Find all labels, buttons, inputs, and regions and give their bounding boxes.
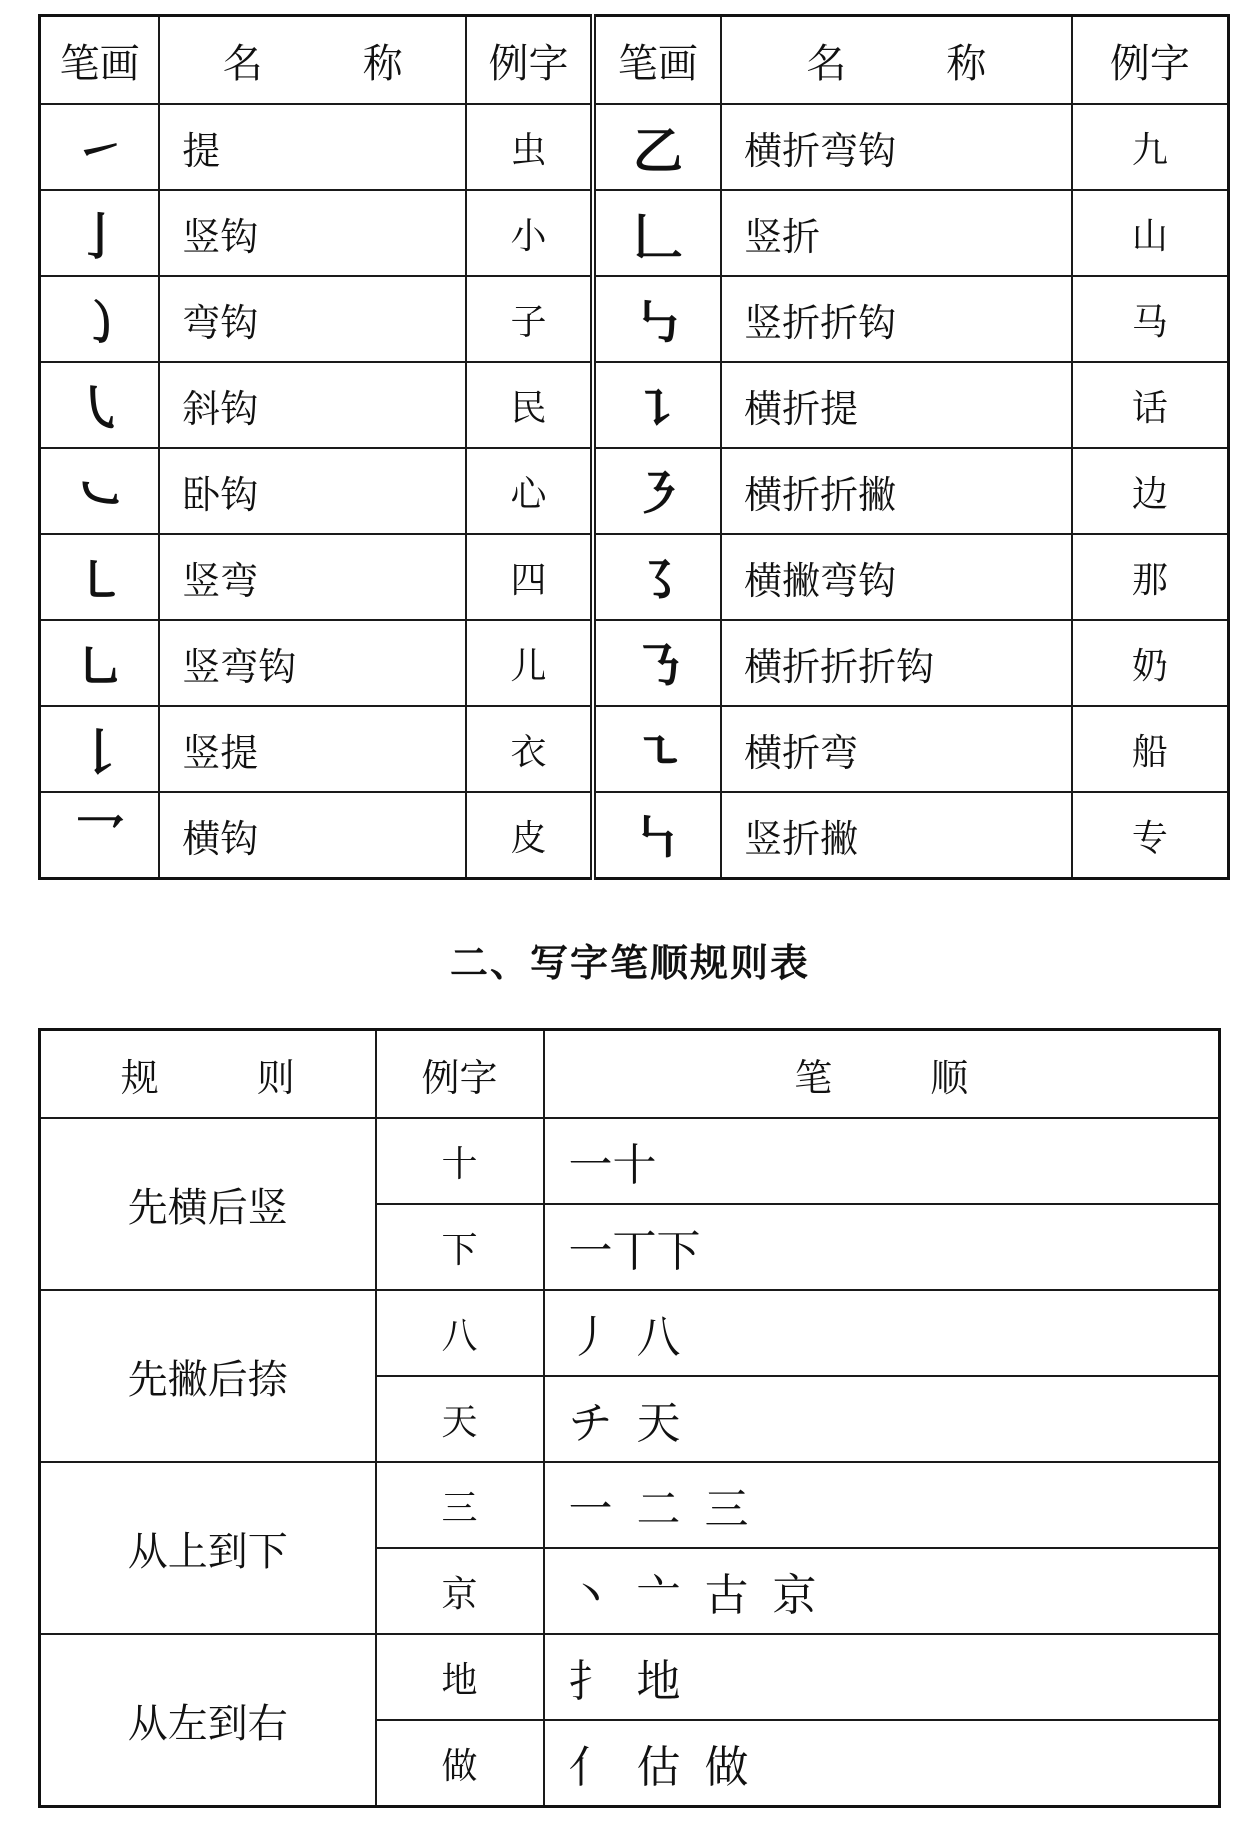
stroke-names-table bbox=[38, 14, 1230, 880]
example-char: 专 bbox=[1072, 792, 1229, 879]
table-row bbox=[40, 1634, 1220, 1720]
stroke-order-rules-table bbox=[38, 1028, 1221, 1808]
stroke-name: 竖折 bbox=[721, 190, 1072, 276]
order-table-header-row bbox=[40, 1030, 1220, 1119]
stroke-name: 竖折撇 bbox=[721, 792, 1072, 879]
stroke-name: 横折折撇 bbox=[721, 448, 1072, 534]
stroke-glyph: ㇊ bbox=[593, 362, 721, 448]
stroke-name: 竖折折钩 bbox=[721, 276, 1072, 362]
stroke-order-steps: 亻 估 做 bbox=[544, 1720, 1220, 1807]
stroke-order-steps: 一丅下 bbox=[544, 1204, 1220, 1290]
stroke-name: 横折弯 bbox=[721, 706, 1072, 792]
example-char: 八 bbox=[376, 1290, 544, 1376]
example-char: 山 bbox=[1072, 190, 1229, 276]
header-example-left: 例字 bbox=[466, 16, 592, 105]
example-char: 下 bbox=[376, 1204, 544, 1290]
stroke-order-steps: 扌 地 bbox=[544, 1634, 1220, 1720]
stroke-glyph: ㇞ bbox=[593, 792, 721, 879]
stroke-order-steps: 一十 bbox=[544, 1118, 1220, 1204]
table-row bbox=[40, 706, 1229, 792]
header-example-right: 例字 bbox=[1072, 16, 1229, 105]
example-char: 衣 bbox=[466, 706, 592, 792]
rule-name: 先横后竖 bbox=[40, 1118, 376, 1290]
table-row bbox=[40, 448, 1229, 534]
stroke-name: 横折弯钩 bbox=[721, 104, 1072, 190]
example-char: 心 bbox=[466, 448, 592, 534]
stroke-name: 竖钩 bbox=[159, 190, 466, 276]
stroke-name: 横撇弯钩 bbox=[721, 534, 1072, 620]
stroke-glyph: ㇟ bbox=[40, 620, 160, 706]
stroke-glyph: ㇡ bbox=[593, 620, 721, 706]
stroke-glyph: ㇄ bbox=[40, 534, 160, 620]
stroke-order-steps: チ 天 bbox=[544, 1376, 1220, 1462]
table-row bbox=[40, 1118, 1220, 1204]
table-row bbox=[40, 620, 1229, 706]
stroke-name: 竖弯 bbox=[159, 534, 466, 620]
stroke-glyph: 亅 bbox=[40, 190, 160, 276]
example-char: 天 bbox=[376, 1376, 544, 1462]
section-title: 二、写字笔顺规则表 bbox=[449, 941, 810, 985]
stroke-glyph: 𠃊 bbox=[593, 190, 721, 276]
table-row bbox=[40, 534, 1229, 620]
rule-name: 从上到下 bbox=[40, 1462, 376, 1634]
stroke-name: 弯钩 bbox=[159, 276, 466, 362]
example-char: 四 bbox=[466, 534, 592, 620]
stroke-name: 斜钩 bbox=[159, 362, 466, 448]
stroke-order-steps: 丶 亠 古 京 bbox=[544, 1548, 1220, 1634]
stroke-name: 横折提 bbox=[721, 362, 1072, 448]
example-char: 三 bbox=[376, 1462, 544, 1548]
stroke-glyph: ㇋ bbox=[593, 448, 721, 534]
header-stroke-left: 笔画 bbox=[40, 16, 160, 105]
table-row bbox=[40, 190, 1229, 276]
table-row bbox=[40, 362, 1229, 448]
header-stroke-order: 笔 顺 bbox=[544, 1030, 1220, 1119]
stroke-glyph: ㇉ bbox=[593, 276, 721, 362]
example-char: 马 bbox=[1072, 276, 1229, 362]
stroke-glyph: 乙 bbox=[593, 104, 721, 190]
example-char: 那 bbox=[1072, 534, 1229, 620]
table-row bbox=[40, 1290, 1220, 1376]
stroke-name: 提 bbox=[159, 104, 466, 190]
stroke-name: 横折折折钩 bbox=[721, 620, 1072, 706]
table-row bbox=[40, 276, 1229, 362]
example-char: 话 bbox=[1072, 362, 1229, 448]
stroke-name: 竖弯钩 bbox=[159, 620, 466, 706]
stroke-name: 横钩 bbox=[159, 792, 466, 879]
stroke-table-header-row bbox=[40, 16, 1229, 105]
table-row bbox=[40, 1462, 1220, 1548]
rule-name: 从左到右 bbox=[40, 1634, 376, 1807]
stroke-order-steps: 丿 八 bbox=[544, 1290, 1220, 1376]
table-row bbox=[40, 792, 1229, 879]
stroke-glyph: ㇃ bbox=[40, 448, 160, 534]
stroke-name: 卧钩 bbox=[159, 448, 466, 534]
stroke-glyph: 𠄌 bbox=[40, 706, 160, 792]
stroke-glyph: 乛 bbox=[40, 792, 160, 879]
stroke-glyph: ㇍ bbox=[593, 706, 721, 792]
header-name-right: 名 称 bbox=[721, 16, 1072, 105]
example-char: 船 bbox=[1072, 706, 1229, 792]
table-row bbox=[40, 104, 1229, 190]
stroke-glyph: ㇂ bbox=[40, 362, 160, 448]
header-example: 例字 bbox=[376, 1030, 544, 1119]
rule-name: 先撇后捺 bbox=[40, 1290, 376, 1462]
stroke-name: 竖提 bbox=[159, 706, 466, 792]
example-char: 十 bbox=[376, 1118, 544, 1204]
header-rule: 规 则 bbox=[40, 1030, 376, 1119]
header-stroke-right: 笔画 bbox=[593, 16, 721, 105]
example-char: 边 bbox=[1072, 448, 1229, 534]
example-char: 京 bbox=[376, 1548, 544, 1634]
example-char: 做 bbox=[376, 1720, 544, 1807]
header-name-left: 名 称 bbox=[159, 16, 466, 105]
example-char: 儿 bbox=[466, 620, 592, 706]
example-char: 子 bbox=[466, 276, 592, 362]
stroke-glyph: ㇁ bbox=[40, 276, 160, 362]
stroke-glyph: ㇀ bbox=[40, 104, 160, 190]
example-char: 虫 bbox=[466, 104, 592, 190]
stroke-glyph: ㇌ bbox=[593, 534, 721, 620]
example-char: 民 bbox=[466, 362, 592, 448]
example-char: 小 bbox=[466, 190, 592, 276]
stroke-order-steps: 一 二 三 bbox=[544, 1462, 1220, 1548]
example-char: 地 bbox=[376, 1634, 544, 1720]
example-char: 奶 bbox=[1072, 620, 1229, 706]
example-char: 皮 bbox=[466, 792, 592, 879]
example-char: 九 bbox=[1072, 104, 1229, 190]
